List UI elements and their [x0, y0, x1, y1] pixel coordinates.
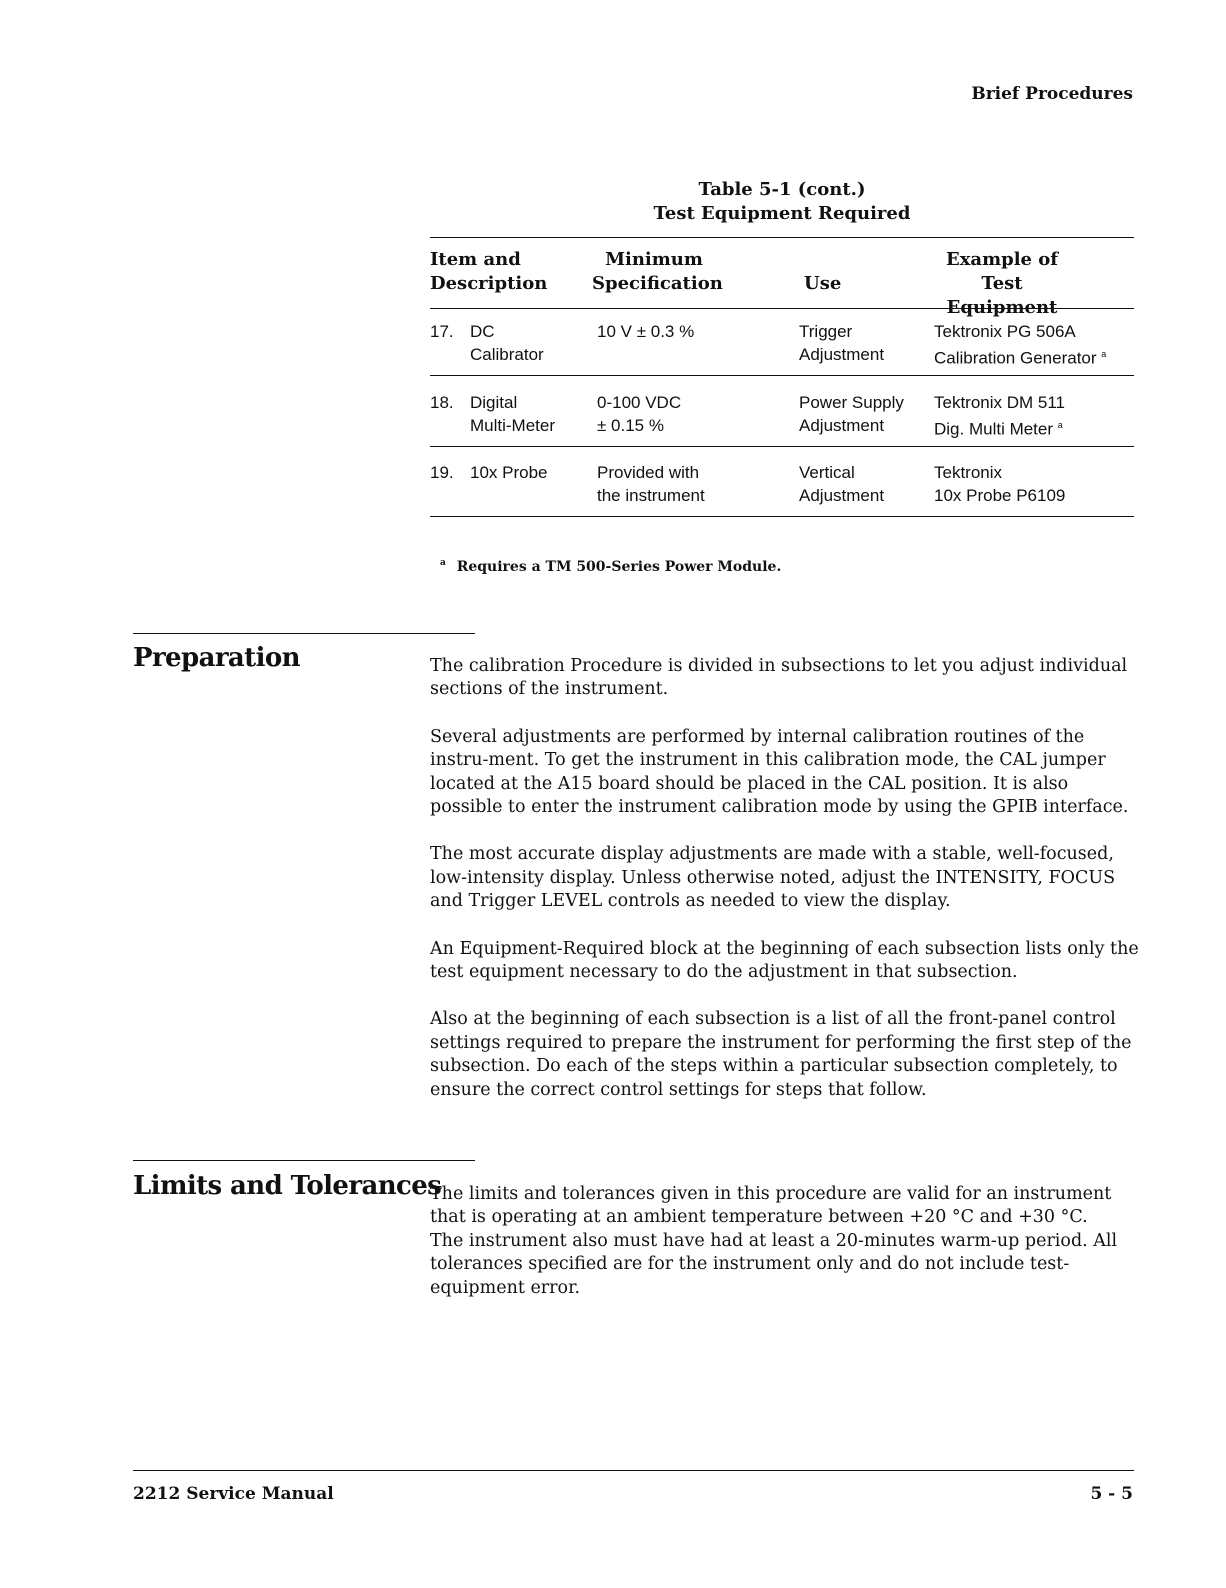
table-footnote: $^a$ Requires a TM 500-Series Power Module.: [440, 558, 782, 575]
table-bottom-rule: [430, 516, 1134, 517]
row-item-description: 10x Probe: [470, 463, 548, 482]
paragraph: The limits and tolerances given in this procedure are valid for an instrument that is operating at an ambient temperature between +20 °C and +30 °C. The instrument also must have had at least a 20-minutes warm-up period. All tolerances specified are for the instrument only and do not include test-equipment error.: [430, 1184, 1118, 1298]
table-row-rule: [430, 446, 1134, 447]
table-caption-number: Table 5-1 (cont.): [698, 179, 866, 200]
preparation-body: [430, 655, 1140, 1126]
table-caption-title: Test Equipment Required: [653, 203, 911, 224]
paragraph: The most accurate display adjustments are made with a stable, well-focused, low-intensity display. Unless otherwise noted, adjust the INTENSITY, FOCUS and Trigger LEVEL controls as needed to view the display.: [430, 844, 1116, 912]
row-use: Vertical Adjustment: [799, 463, 885, 505]
section-heading-preparation: Preparation: [133, 643, 300, 673]
footer-manual-title: 2212 Service Manual: [133, 1484, 334, 1504]
limits-body: [430, 1183, 1120, 1324]
row-item-description: DC Calibrator: [470, 322, 544, 364]
running-header: Brief Procedures: [971, 84, 1133, 104]
column-header-example: Example of Test Equipment: [945, 249, 1059, 318]
row-use: Trigger Adjustment: [799, 322, 885, 364]
row-specification: 10 V ± 0.3 %: [597, 322, 695, 341]
row-item-description: Digital Multi-Meter: [470, 393, 556, 435]
row-number: 17.: [430, 322, 454, 341]
row-specification: 0-100 VDC ± 0.15 %: [597, 393, 682, 435]
row-specification: Provided with the instrument: [597, 463, 705, 505]
footer-rule: [133, 1470, 1134, 1471]
footnote-marker: a: [1101, 349, 1107, 359]
row-example-equipment: Tektronix DM 511 Dig. Multi Meter $^a$: [934, 393, 1066, 439]
column-header-item: Item and Description: [430, 249, 548, 294]
row-example-equipment: Tektronix 10x Probe P6109: [934, 463, 1066, 505]
table-top-rule: [430, 237, 1134, 238]
paragraph: An Equipment-Required block at the beginning of each subsection lists only the test equipment necessary to do the adjustment in that subsection.: [430, 938, 1139, 983]
paragraph: Several adjustments are performed by internal calibration routines of the instru-ment. To get the instrument in this calibration mode, the CAL jumper located at the A15 board should be placed in the CAL position. It is also possible to enter the instrument calibration mode by using the GPIB interface.: [430, 726, 1129, 818]
row-example-equipment: Tektronix PG 506A Calibration Generator $^a$: [934, 322, 1107, 368]
row-number: 19.: [430, 463, 454, 482]
table-caption: [430, 178, 1134, 226]
paragraph: Also at the beginning of each subsection is a list of all the front-panel control settings required to prepare the instrument for performing the first step of the subsection. Do each of the steps within a particular subsection completely, to ensure the correct control settings for steps that follow.: [430, 1009, 1132, 1100]
row-number: 18.: [430, 393, 454, 412]
column-header-specification: Minimum Specification: [592, 249, 723, 294]
footer-page-number: 5 - 5: [1090, 1484, 1133, 1504]
column-header-use: Use: [804, 273, 842, 294]
section-rule: [133, 1160, 475, 1161]
footnote-marker: a: [440, 558, 446, 568]
table-row-rule: [430, 375, 1134, 376]
paragraph: The calibration Procedure is divided in subsections to let you adjust individual sections of the instrument.: [430, 656, 1128, 700]
section-heading-limits: Limits and Tolerances: [133, 1171, 442, 1201]
footnote-marker: a: [1057, 420, 1063, 430]
section-rule: [133, 633, 475, 634]
row-use: Power Supply Adjustment: [799, 393, 904, 435]
